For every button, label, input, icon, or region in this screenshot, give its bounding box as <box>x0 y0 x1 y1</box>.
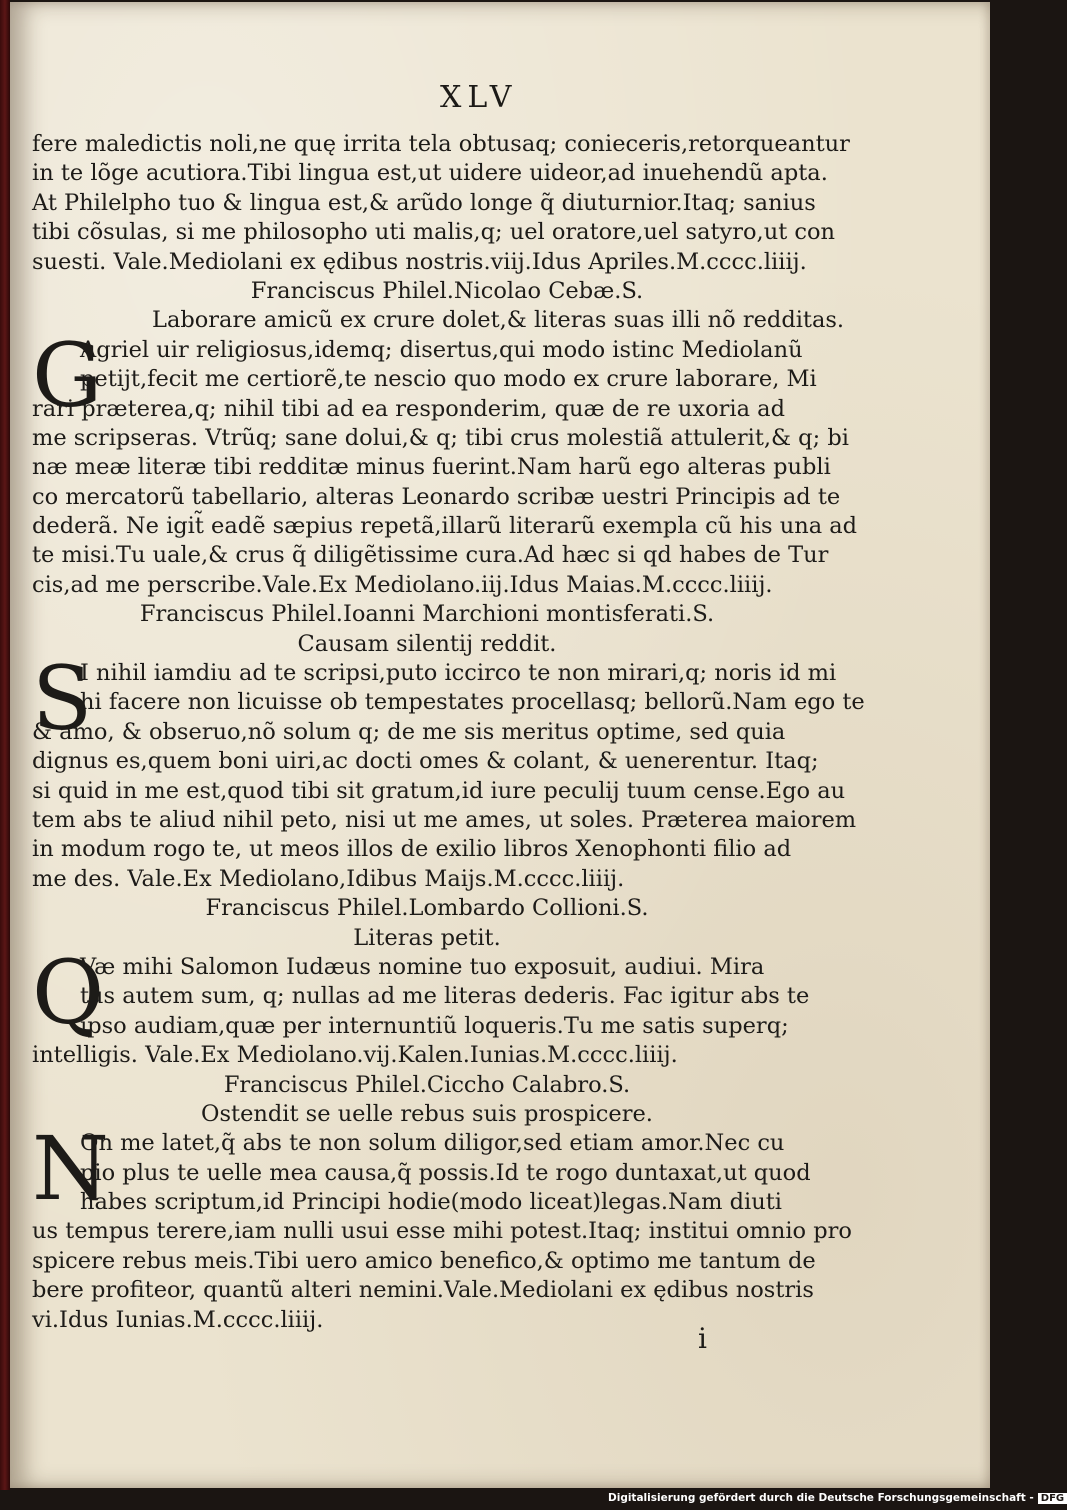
text-line: I nihil iamdiu ad te scripsi,puto iccirco te non mirari,q; noris id mi <box>80 660 837 687</box>
text-line: te misi.Tu uale,& crus q̃ diligẽtissime cura.Ad hæc si qd habes de Tur <box>32 542 829 569</box>
text-line: cis,ad me perscribe.Vale.Ex Mediolano.iij.Idus Maias.M.cccc.liiij. <box>32 571 773 598</box>
text-line: in modum rogo te, ut meos illos de exilio libros Xenophonti filio ad <box>32 836 792 863</box>
text-line: Agriel uir religiosus,idemq; disertus,qui modo istinc Mediolanũ <box>80 336 803 363</box>
signature-mark: i <box>698 1322 707 1355</box>
text-line: intelligis. Vale.Ex Mediolano.vij.Kalen.Iunias.M.cccc.liiij. <box>32 1042 678 1069</box>
text-line: habes scriptum,id Principi hodie(modo liceat)legas.Nam diuti <box>80 1189 782 1216</box>
text-line: tem abs te aliud nihil peto, nisi ut me ames, ut soles. Præterea maiorem <box>32 806 857 833</box>
text-line: hi facere non licuisse ob tempestates procellasq; bellorũ.Nam ego te <box>80 689 865 716</box>
text-line: me des. Vale.Ex Mediolano,Idibus Maijs.M.cccc.liiij. <box>32 865 625 892</box>
letter-body <box>32 940 822 1071</box>
drop-cap: Q <box>32 940 105 1044</box>
text-line: At Philelpho tuo & lingua est,& arũdo longe q̃ diuturnior.Itaq; sanius <box>32 189 816 216</box>
dfg-logo: DFG <box>1038 1493 1067 1504</box>
folio-number: XLV <box>440 80 518 115</box>
digitization-footer <box>608 1492 1067 1504</box>
letter-argument: Laborare amicũ ex crure dolet,& literas suas illi nõ redditas. <box>152 307 845 334</box>
text-line: petijt,fecit me certiorẽ,te nescio quo modo ex crure laborare, Mi <box>80 366 817 393</box>
text-line: dignus es,quem boni uiri,ac docti omes & colant, & uenerentur. Itaq; <box>32 748 819 775</box>
text-line: tus autem sum, q; nullas ad me literas dederis. Fac igitur abs te <box>80 983 810 1010</box>
letter-argument: Ostendit se uelle rebus suis prospicere. <box>201 1100 653 1127</box>
text-line: bere profiteor, quantũ alteri nemini.Vale.Mediolani ex ędibus nostris <box>32 1277 814 1304</box>
drop-cap: N <box>32 1117 109 1221</box>
text-line: co mercatorũ tabellario, alteras Leonardo scribæ uestri Principis ad te <box>32 483 841 510</box>
text-line: me scripseras. Vtrũq; sane dolui,& q; tibi crus molestiã attulerit,& q; bi <box>32 424 849 451</box>
text-line: us tempus terere,iam nulli usui esse mihi potest.Itaq; institui omnio pro <box>32 1218 852 1245</box>
footer-text: Digitalisierung gefördert durch die Deutsche Forschungsgemeinschaft - <box>608 1492 1034 1504</box>
text-line: næ meæ literæ tibi redditæ minus fuerint.Nam harũ ego alteras publi <box>32 454 831 481</box>
letter-heading: Franciscus Philel.Ioanni Marchioni montisferati.S. <box>139 601 715 628</box>
text-line: vi.Idus Iunias.M.cccc.liiij. <box>32 1306 324 1333</box>
text-line: rari præterea,q; nihil tibi ad ea responderim, quæ de re uxoria ad <box>32 395 785 422</box>
drop-cap: S <box>32 647 93 751</box>
text-line: spicere rebus meis.Tibi uero amico benefico,& optimo me tantum de <box>32 1247 816 1274</box>
letter-heading: Franciscus Philel.Ciccho Calabro.S. <box>223 1071 631 1098</box>
text-line: pio plus te uelle mea causa,q̃ possis.Id te rogo duntaxat,ut quod <box>80 1159 811 1186</box>
text-line: si quid in me est,quod tibi sit gratum,id iure peculij tuum cense.Ego au <box>32 777 846 804</box>
text-line: fere maledictis noli,ne quę irrita tela obtusaq; conieceris,retorqueantur <box>32 131 850 157</box>
letter-heading: Franciscus Philel.Lombardo Collioni.S. <box>205 895 649 922</box>
letter-body <box>32 1117 852 1335</box>
letter-argument: Literas petit. <box>353 924 501 951</box>
letter-argument: Causam silentij reddit. <box>297 630 557 657</box>
letter-body <box>32 323 858 601</box>
letter-body <box>32 647 865 894</box>
book-page <box>10 2 990 1488</box>
text-line: tibi cõsulas, si me philosopho uti malis,q; uel oratore,uel satyro,ut con <box>32 219 836 246</box>
text-line: ipso audiam,quæ per internuntiũ loqueris.Tu me satis superq; <box>80 1012 789 1039</box>
text-line: suesti. Vale.Mediolani ex ędibus nostris.viij.Idus Apriles.M.cccc.liiij. <box>32 248 807 275</box>
book-binding-edge <box>0 0 10 1490</box>
letter-heading: Franciscus Philel.Nicolao Cebæ.S. <box>250 277 644 304</box>
text-line: Væ mihi Salomon Iudæus nomine tuo exposuit, audiui. Mira <box>80 953 765 980</box>
text-line: in te lõge acutiora.Tibi lingua est,ut uidere uideor,ad inuehendũ apta. <box>32 160 828 187</box>
text-line: dederã. Ne igit̃ eadẽ sæpius repetã,illarũ literarũ exempla cũ his una ad <box>32 513 858 540</box>
page-text <box>32 130 865 1335</box>
letter-continuation <box>32 130 850 277</box>
text-line: & amo, & obseruo,nõ solum q; de me sis meritus optime, sed quia <box>32 718 786 745</box>
drop-cap: G <box>32 323 103 427</box>
text-line: On me latet,q̃ abs te non solum diligor,sed etiam amor.Nec cu <box>80 1130 785 1157</box>
